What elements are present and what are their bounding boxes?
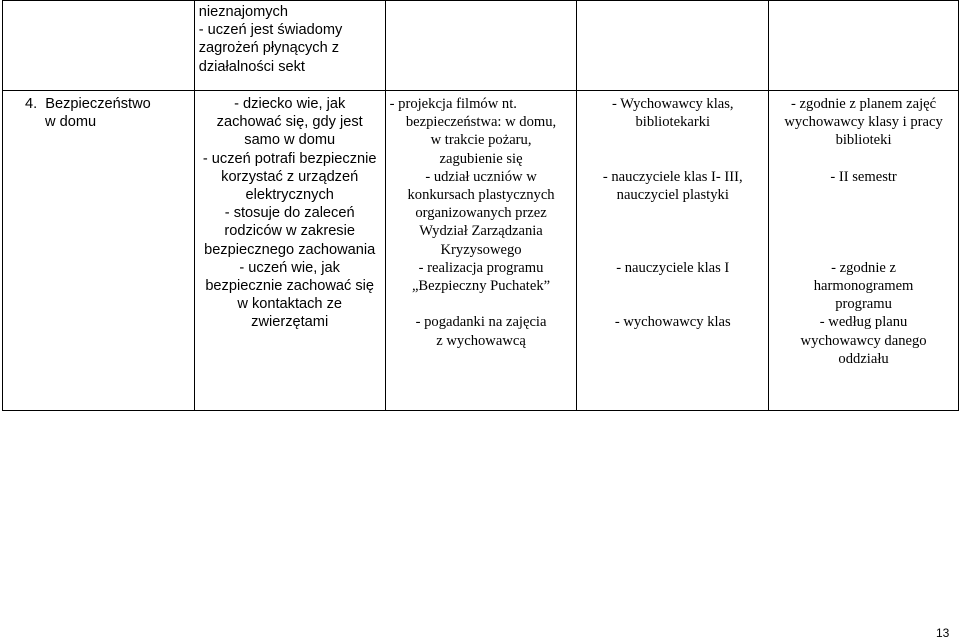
text-line: oddziału [838, 350, 889, 367]
text-gap [581, 222, 764, 240]
text-gap [773, 204, 954, 222]
text-line: rodziców w zakresie [224, 223, 355, 240]
topic-number: 4. [25, 96, 38, 112]
cell-top-col2 [194, 1, 385, 91]
text-line: nauczyciel plastyki [616, 186, 729, 203]
text-line: - stosuje do zaleceń [224, 205, 355, 222]
text-line: w trakcie pożaru, [430, 132, 532, 149]
text-line: - uczeń wie, jak [239, 259, 340, 276]
topic-title-line2: w domu [45, 114, 97, 131]
text-line: nieznajomych [198, 4, 288, 20]
text-line: - II semestr [830, 168, 897, 185]
table-row-top [3, 1, 959, 91]
cell-responsible [577, 91, 769, 411]
text-line: bezpiecznie zachować się [205, 278, 375, 295]
text-line: zagubienie się [439, 150, 523, 167]
text-line: - nauczyciele klas I- III, [602, 168, 743, 185]
text-line: zachować się, gdy jest [216, 114, 363, 131]
text-line: - wychowawcy klas [614, 314, 731, 331]
text-gap [581, 277, 764, 295]
page-number: 13 [936, 626, 950, 640]
text-gap [773, 222, 954, 240]
text-line: Kryzysowego [440, 241, 522, 258]
text-line: bibliotekarki [635, 114, 711, 131]
cell-schedule [769, 91, 959, 411]
text-gap [773, 150, 954, 168]
text-line: w kontaktach ze [237, 296, 343, 313]
text-line: wychowawcy danego [800, 332, 927, 349]
text-gap [773, 186, 954, 204]
text-line: - uczeń potrafi bezpiecznie [202, 150, 377, 167]
text-line: - uczeń jest świadomy [198, 22, 343, 39]
text-line: „Bezpieczny Puchatek” [411, 278, 551, 295]
text-line: Wydział Zarządzania [419, 223, 543, 240]
text-line: - projekcja filmów nt. [389, 96, 517, 112]
text-line: - zgodnie z [831, 259, 896, 276]
text-line: - realizacja programu [418, 259, 544, 276]
cell-activities [385, 91, 577, 411]
text-line: z wychowawcą [436, 332, 526, 349]
text-line: konkursach plastycznych [407, 187, 555, 204]
cell-goals [194, 91, 385, 411]
text-line: zwierzętami [251, 314, 329, 331]
topic-title: Bezpieczeństwo [45, 96, 151, 112]
text-line: korzystać z urządzeń [221, 168, 359, 185]
text-line: harmonogramem [813, 277, 914, 294]
cell-topic [3, 91, 195, 411]
text-gap [581, 150, 764, 168]
cell-top-col4 [577, 1, 769, 91]
text-line: samo w domu [244, 132, 336, 149]
plan-table [2, 0, 959, 411]
text-line: bezpiecznego zachowania [204, 241, 376, 258]
text-line: - według planu [819, 314, 908, 331]
text-line: elektrycznych [245, 187, 334, 204]
text-gap [581, 131, 764, 149]
text-line: - udział uczniów w [425, 168, 537, 185]
text-line: wychowawcy klasy i pracy [784, 114, 943, 131]
table-row-main [3, 91, 959, 411]
text-line: - zgodnie z planem zajęć [791, 96, 937, 112]
text-line: - pogadanki na zajęcia [415, 314, 547, 331]
cell-top-col5 [769, 1, 959, 91]
text-gap [581, 241, 764, 259]
text-line: - Wychowawcy klas, [611, 96, 734, 112]
text-gap [581, 204, 764, 222]
text-line: biblioteki [835, 132, 892, 149]
text-line: działalności sekt [198, 58, 305, 75]
topic-title-line1 [25, 95, 190, 113]
text-gap [581, 295, 764, 313]
text-line: - dziecko wie, jak [234, 96, 346, 112]
text-gap [390, 295, 573, 313]
cell-top-col3 [385, 1, 577, 91]
text-gap [773, 241, 954, 259]
text-line: programu [835, 296, 892, 313]
text-line: zagrożeń płynących z [198, 40, 340, 57]
text-line: organizowanych przez [415, 205, 547, 222]
text-line: - nauczyciele klas I [616, 259, 730, 276]
cell-top-col1 [3, 1, 195, 91]
text-line: bezpieczeństwa: w domu, [405, 114, 557, 131]
